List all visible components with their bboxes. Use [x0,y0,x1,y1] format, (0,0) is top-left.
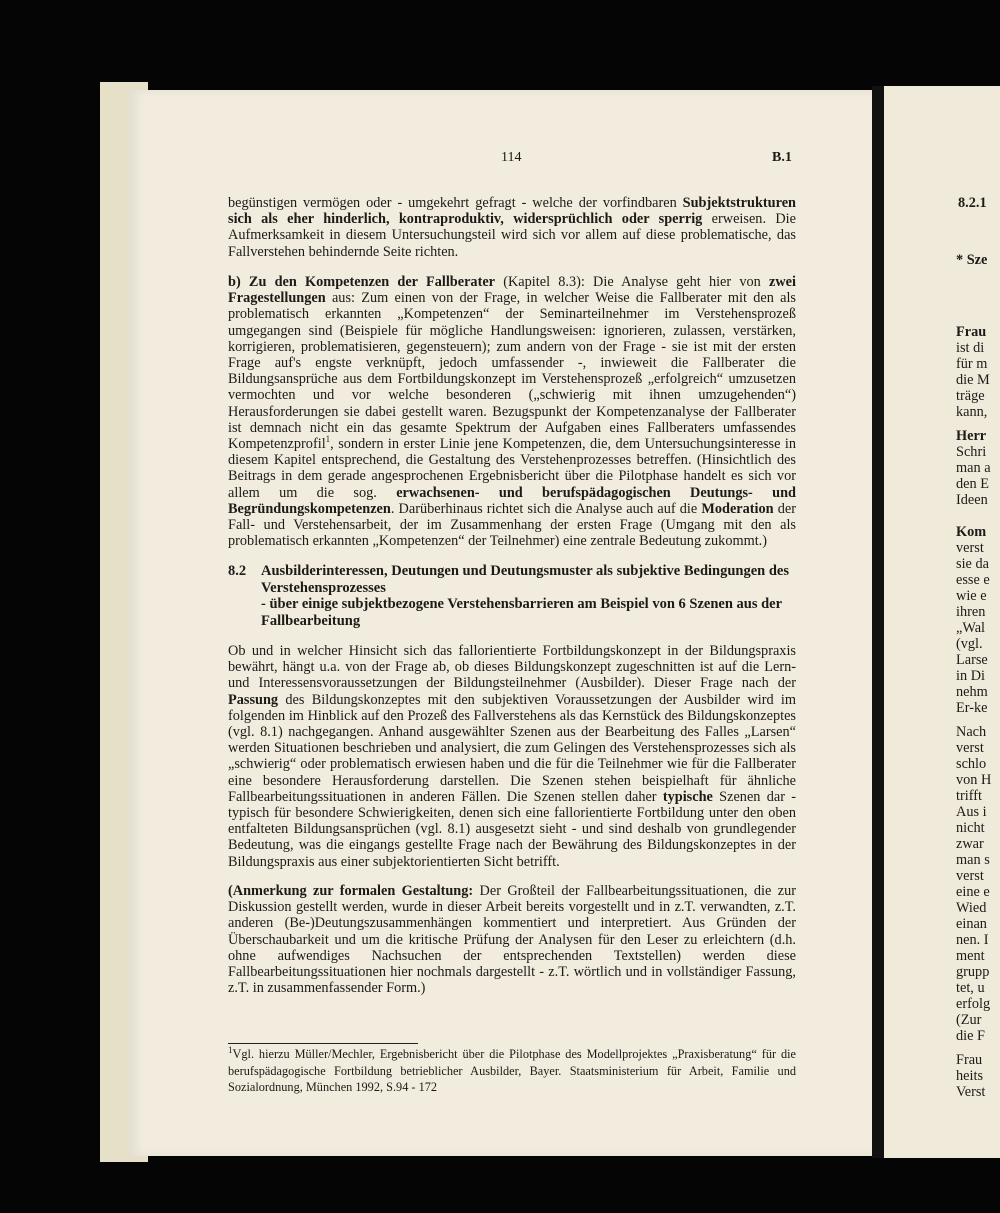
right-page-line: heits [956,1068,984,1084]
page-number: 114 [501,150,522,165]
right-page-line: (Zur [956,1012,982,1028]
right-page-line: Kom [956,524,987,540]
right-page-line: Herr [956,428,987,444]
right-page-line: tet, u [956,980,985,996]
right-page-line: für m [956,356,988,372]
paragraph-section-body: Ob und in welcher Hinsicht sich das fallorientierte Fortbildungskonzept in der Bildungspraxis bewährt, hängt u.a. von der Frage ab, ob dieses Bildungskonzept zugeschnitten ist auf die Lern- und Interessensvoraussetzungen der Bildungsteilnehmer (Ausbilder). Dieser Frage nach der Passung des Bildungskonzeptes mit den subjektiven Voraussetzungen der Ausbilder wird im folgenden im Hinblick auf den Prozeß des Fallverstehens als das Kernstück des Bildungskonzeptes (vgl. 8.1) nachgegangen. Anhand ausgewählter Szenen aus der Bearbeitung des Falles „Larsen“ werden Situationen beschrieben und analysiert, die zum Gelingen des Verstehensprozesses sich als „schwierig“ oder problematisch erwiesen haben und die für die Teilnehmer wie für die Fallberater eine besondere Herausforderung darstellen. Die Szenen stehen beispielhaft für ähnliche Fallbearbeitungssituationen in anderen Fällen. Die Szenen stellen daher typische Szenen dar - typisch für besondere Schwierigkeiten, denen sich eine fallorientierte Fortbildung unter den oben entfalteten Bildungsansprüchen (vgl. 8.1) ausgesetzt sieht - und sind deshalb von grundlegender Bedeutung, was die eingangs gestellte Frage nach der Bewährung des Bildungskonzeptes in der Bildungspraxis aus einer subjektorientierten Sicht betrifft. [228,643,796,870]
right-page-line: Aus i [956,804,987,820]
right-page-line: verst [956,740,984,756]
right-page-line: verst [956,868,984,884]
right-page-line: verst [956,540,984,556]
right-page-line: esse e [956,572,990,588]
right-page-line: * Sze [956,252,988,268]
right-page-line: Verst [956,1084,986,1100]
right-page-line: träge [956,388,985,404]
right-page-line: 8.2.1 [958,195,987,211]
right-page-line: Nach [956,724,987,740]
right-page-line: „Wal [956,620,986,636]
right-page-line: man a [956,460,991,476]
section-subtitle: - über einige subjektbezogene Verstehensbarrieren am Beispiel von 6 Szenen aus der Fallbearbeitung [261,596,782,629]
right-page-line: Frau [956,324,987,340]
right-page-line: erfolg [956,996,991,1012]
section-number: 8.2 [228,563,247,579]
footnote-ref: 1 [325,434,331,445]
right-page-line: den E [956,476,989,492]
right-page-line: (vgl. [956,636,983,652]
right-page-line: Schri [956,444,987,460]
right-page-line: sie da [956,556,989,572]
right-page-line: zwar [956,836,984,852]
paragraph-competences: b) Zu den Kompetenzen der Fallberater (Kapitel 8.3): Die Analyse geht hier von zwei Fragestellungen aus: Zum einen von der Frage, in welcher Weise die Fallberater mit den als problematisch erkannten „Kompetenzen“ der Seminarteilnehmer im Verstehensprozeß umgegangen sind (Beispiele für mögliche Handlungsweisen: ignorieren, zulassen, verstärken, korrigieren, problematisieren, gegensteuern); zum andern von der Frage - sie ist mit der ersten Frage auf's engste verknüpft, jedoch umfassender -, inwieweit die Fallberater die Bildungsansprüche aus dem Fortbildungskonzept im Verstehensprozeß „erfolgreich“ umzusetzen vermochten und vor welche besonderen („schwierig mit ihnen umzugehenden“) Herausforderungen sie dabei gestellt waren. Bezugspunkt der Kompetenzanalyse der Fallberater ist demnach nicht ein das gesamte Spektrum der Aufgaben eines Fallberaters umfassendes Kompetenzprofil$^1$, sondern in erster Linie jene Kompetenzen, die, dem Untersuchungsinteresse in diesem Kapitel entsprechend, die Gestaltung des Verstehenprozesses betreffen. (Hinsichtlich des Beitrags in dem gerade angesprochenen Ergebnisbericht über die Pilotphase handelt es sich vor allem um die sog. erwachsenen- und berufspädagogischen Deutungs- und Begründungskompetenzen. Darüberhinaus richtet sich die Analyse auch auf die Moderation der Fall- und Verstehensarbeit, der im Zusammenhang der ersten Frage (Umgang mit den als problematisch erkannten „Kompetenzen“ der Teilnehmer) eine zentrale Bedeutung zukommt.) [228,274,796,550]
right-page-line: in Di [956,668,985,684]
section-marker: B.1 [772,150,792,165]
right-page-line: ist di [956,340,985,356]
footnote-rule [228,1043,418,1044]
right-page-line: ihren [956,604,986,620]
right-page-line: von H [956,772,992,788]
right-page-line: die F [956,1028,985,1044]
right-page-line: kann, [956,404,988,420]
right-page-line: wie e [956,588,987,604]
right-page-line: Ideen [956,492,988,508]
right-page-line: grupp [956,964,990,980]
right-page-line: die M [956,372,990,388]
paragraph-formal-note: (Anmerkung zur formalen Gestaltung: Der Großteil der Fallbearbeitungssituationen, die zur Diskussion gestellt werden, wurde in dieser Arbeit bereits vorgestellt und in z.T. verwandten, z.T. anderen (Be-)Deutungszusammenhängen kommentiert und interpretiert. Aus Gründen der Überschaubarkeit und um die kritische Prüfung der Analysen für den Leser zu erleichtern (d.h. ohne aufwendiges Nachsuchen der entsprechenden Textstellen) werden diese Fallbearbeitungssituationen hier nochmals dargestellt - z.T. wörtlich und in vollständiger Fassung, z.T. in zusammenfassender Form.) [228,883,796,997]
right-page-line: einan [956,916,987,932]
right-page-line: ment [956,948,985,964]
book-gutter [872,86,884,1158]
right-page-line: eine e [956,884,990,900]
right-page-line: Wied [956,900,987,916]
right-page-line: Larse [956,652,988,668]
right-page-line: Frau [956,1052,983,1068]
paragraph-intro: begünstigen vermögen oder - umgekehrt gefragt - welche der vorfindbaren Subjektstrukturen sich als eher hinderlich, kontraproduktiv, widersprüchlich oder sperrig erweisen. Die Aufmerksamkeit in diesem Untersuchungsteil wird sich vor allem auf diese problematische, das Fallverstehen behindernde Seite richten. [228,195,796,260]
right-page-line: schlo [956,756,987,772]
right-page-line: nen. I [956,932,989,948]
section-title: Ausbilderinteressen, Deutungen und Deutungsmuster als subjektive Bedingungen des Verstehensprozesses [261,563,790,596]
right-page-line: Er-ke [956,700,988,716]
right-page-line: nehm [956,684,988,700]
right-page-line: man s [956,852,990,868]
section-heading [228,563,796,629]
footnote: $^1$Vgl. hierzu Müller/Mechler, Ergebnisbericht über die Pilotphase des Modellprojektes „Praxisberatung“ für die berufspädagogische Fortbildung betrieblicher Ausbilder, Bayer. Staatsministerium für Arbeit, Familie und Sozialordnung, München 1992, S.94 - 172 [228,1044,796,1094]
right-page-line: nicht [956,820,985,836]
right-page-line: trifft [956,788,982,804]
